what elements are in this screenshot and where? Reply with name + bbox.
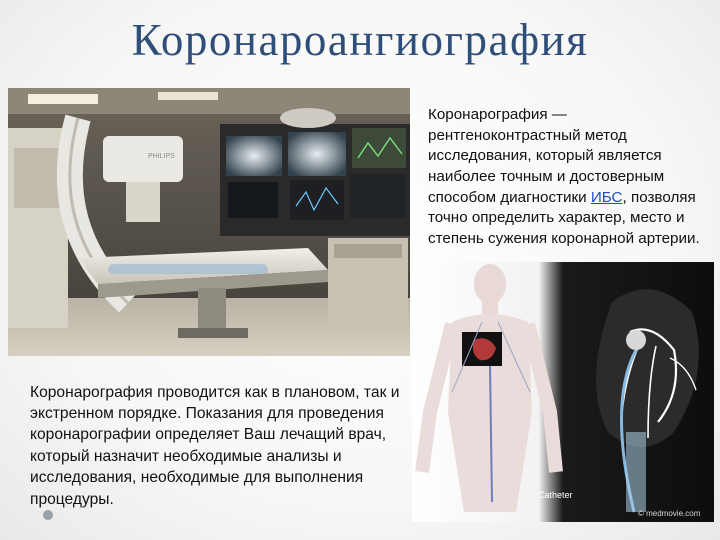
cath-lab-photo xyxy=(8,88,410,356)
procedure-text: Коронарография проводится как в плановом, так и экстренном порядке. Показания для проведения коронарографии определяет Ваш лечащий врач, который назначит необходимые анализы и исследования, необходимые для выполнения процедуры. xyxy=(30,383,400,508)
catheter-label: Catheter xyxy=(538,490,573,500)
description-part-2: , позволяя точно определить характер, место и степень сужения коронарной артерии. xyxy=(428,188,700,247)
image-credit: © medmovie.com xyxy=(638,509,701,518)
svg-text:PHILIPS: PHILIPS xyxy=(148,153,175,160)
catheter-diagram xyxy=(412,262,714,522)
ibs-link[interactable]: ИБС xyxy=(590,188,623,206)
description-text xyxy=(428,105,712,249)
bullet-dot xyxy=(43,510,53,520)
slide-title: Коронароангиография xyxy=(131,15,589,65)
description-part-1: Коронарография — рентгеноконтрастный метод исследования, который является наиболее точным и достоверным способом диагностики xyxy=(428,106,665,206)
